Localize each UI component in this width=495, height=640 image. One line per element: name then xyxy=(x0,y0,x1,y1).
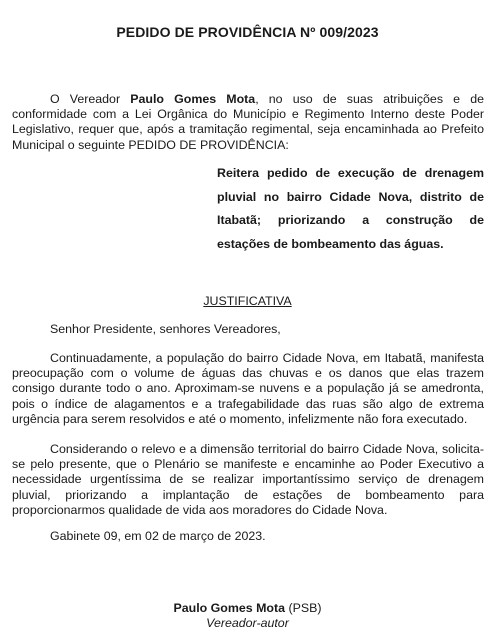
justification-heading-text: JUSTIFICATIVA xyxy=(203,294,292,308)
author-name: Paulo Gomes Mota xyxy=(130,92,256,106)
intro-text-end: , no uso de suas atribuições e de conformidade com a Lei Orgânica do Município e Regimento Interno deste Poder Legislativo, requer que, após a tramitação regimental, seja encaminhada ao Prefeito Municipal o seguinte PEDIDO DE PROVIDÊNCIA: xyxy=(12,92,484,152)
signature-role: Vereador-autor xyxy=(206,616,289,630)
signature-name: Paulo Gomes Mota xyxy=(173,601,286,615)
justification-heading xyxy=(0,294,495,308)
intro-text-start: O Vereador xyxy=(50,92,131,106)
closing-date: Gabinete 09, em 02 de março de 2023. xyxy=(50,529,266,543)
greeting: Senhor Presidente, senhores Vereadores, xyxy=(50,322,281,336)
justification-paragraph-1: Continuadamente, a população do bairro Cidade Nova, em Itabatã, manifesta preocupação com o volume de águas das chuvas e os danos que elas trazem consigo durante todo o ano. Aproximam-se nuvens e a população já se amedronta, pois o índice de alagamentos e a trafegabilidade das ruas são algo de extrema urgência para serem resolvidos e até o momento, infelizmente não fora executado. xyxy=(12,351,484,426)
request-text: Reitera pedido de execução de drenagem pluvial no bairro Cidade Nova, distrito de Itabatã; priorizando a construção de estações de bombeamento das águas. xyxy=(217,166,484,251)
signature-party: (PSB) xyxy=(285,601,322,615)
document-title: PEDIDO DE PROVIDÊNCIA Nº 009/2023 xyxy=(116,24,379,40)
justification-paragraph-2: Considerando o relevo e a dimensão territorial do bairro Cidade Nova, solicita-se pelo presente, que o Plenário se manifeste e encaminhe ao Poder Executivo a necessidade urgentíssima de se realizar importantíssimo serviço de drenagem pluvial, priorizando a implantação de estações de bombeamento para proporcionarmos qualidade de vida aos moradores do Cidade Nova. xyxy=(12,442,484,517)
intro-paragraph xyxy=(12,92,484,153)
signature-line xyxy=(0,601,495,615)
